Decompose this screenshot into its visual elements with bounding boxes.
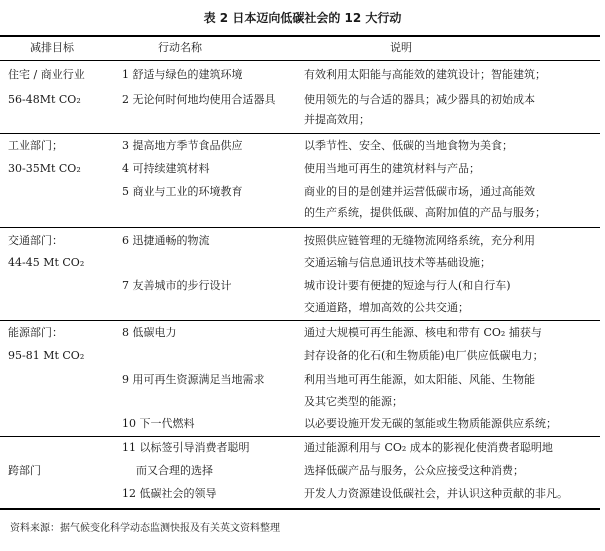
group-divider [0,436,600,437]
action-8-desc-line1: 通过大规模可再生能源、核电和带有 CO₂ 捕获与 [304,326,542,339]
action-9-desc-line2: 及其它类型的能源； [304,395,403,408]
header-desc: 说明 [390,41,412,54]
action-11-desc-line2: 选择低碳产品与服务，公众应接受这种消费； [304,464,524,477]
action-8-desc-line2: 封存设备的化石(和生物质能)电厂供应低碳电力； [304,349,544,362]
action-10-desc: 以必要设施开发无碳的氢能或生物质能源供应系统； [304,417,557,430]
action-4-name: 4 可持续建筑材料 [122,162,210,175]
action-9-name: 9 用可再生资源满足当地需求 [122,373,265,386]
action-4-desc: 使用当地可再生的建筑材料与产品； [304,162,480,175]
action-1-name: 1 舒适与绿色的建筑环境 [122,68,243,81]
header-rule [0,60,600,61]
action-8-name: 8 低碳电力 [122,326,177,339]
header-target: 减排目标 [30,41,74,54]
target-industry-value: 30-35Mt CO₂ [8,162,81,175]
action-6-desc-line2: 交通运输与信息通讯技术等基础设施； [304,256,491,269]
action-9-desc-line1: 利用当地可再生能源，如太阳能、风能、生物能 [304,373,535,386]
target-energy-value: 95-81 Mt CO₂ [8,349,85,362]
action-6-name: 6 迅捷通畅的物流 [122,234,210,247]
action-7-name: 7 友善城市的步行设计 [122,279,232,292]
action-7-desc-line2: 交通道路，增加高效的公共交通； [304,301,469,314]
action-3-desc: 以季节性、安全、低碳的当地食物为美食； [304,139,513,152]
action-2-desc-line1: 使用领先的与合适的器具；减少器具的初始成本 [304,93,535,106]
top-rule [0,35,600,37]
table-title: 表 2 日本迈向低碳社会的 12 大行动 [203,11,402,25]
target-industry-label: 工业部门； [8,139,63,152]
action-10-name: 10 下一代燃料 [122,417,195,430]
action-11-name-line2: 而又合理的选择 [122,464,213,477]
action-12-name: 12 低碳社会的领导 [122,487,217,500]
group-divider [0,133,600,134]
header-action: 行动名称 [158,41,202,54]
target-residential-value: 56-48Mt CO₂ [8,93,81,106]
action-11-desc-line1: 通过能源利用与 CO₂ 成本的影视化使消费者聪明地 [304,441,553,454]
action-12-desc: 开发人力资源建设低碳社会，并认识这种贡献的非凡。 [304,487,568,500]
target-cross-sector-label: 跨部门 [8,464,41,477]
action-5-desc-line1: 商业的目的是创建并运营低碳市场，通过高能效 [304,185,535,198]
source-note: 资料来源：据气候变化科学动态监测快报及有关英文资料整理 [10,523,280,534]
target-residential-label: 住宅 / 商业行业 [8,68,85,81]
target-transport-label: 交通部门： [8,234,63,247]
action-2-desc-line2: 并提高效用； [304,113,370,126]
action-3-name: 3 提高地方季节食品供应 [122,139,243,152]
bottom-rule [0,508,600,510]
target-transport-value: 44-45 Mt CO₂ [8,256,85,269]
action-11-name-line1: 11 以标签引导消费者聪明 [122,441,250,454]
action-6-desc-line1: 按照供应链管理的无缝物流网络系统，充分利用 [304,234,535,247]
action-1-desc: 有效利用太阳能与高能效的建筑设计；智能建筑； [304,68,546,81]
group-divider [0,320,600,321]
action-7-desc-line1: 城市设计要有便捷的短途与行人(和自行车) [304,279,511,292]
target-energy-label: 能源部门： [8,326,63,339]
group-divider [0,227,600,228]
action-5-name: 5 商业与工业的环境教育 [122,185,243,198]
action-5-desc-line2: 的生产系统，提供低碳、高附加值的产品与服务； [304,206,546,219]
action-2-name: 2 无论何时何地均使用合适器具 [122,93,276,106]
